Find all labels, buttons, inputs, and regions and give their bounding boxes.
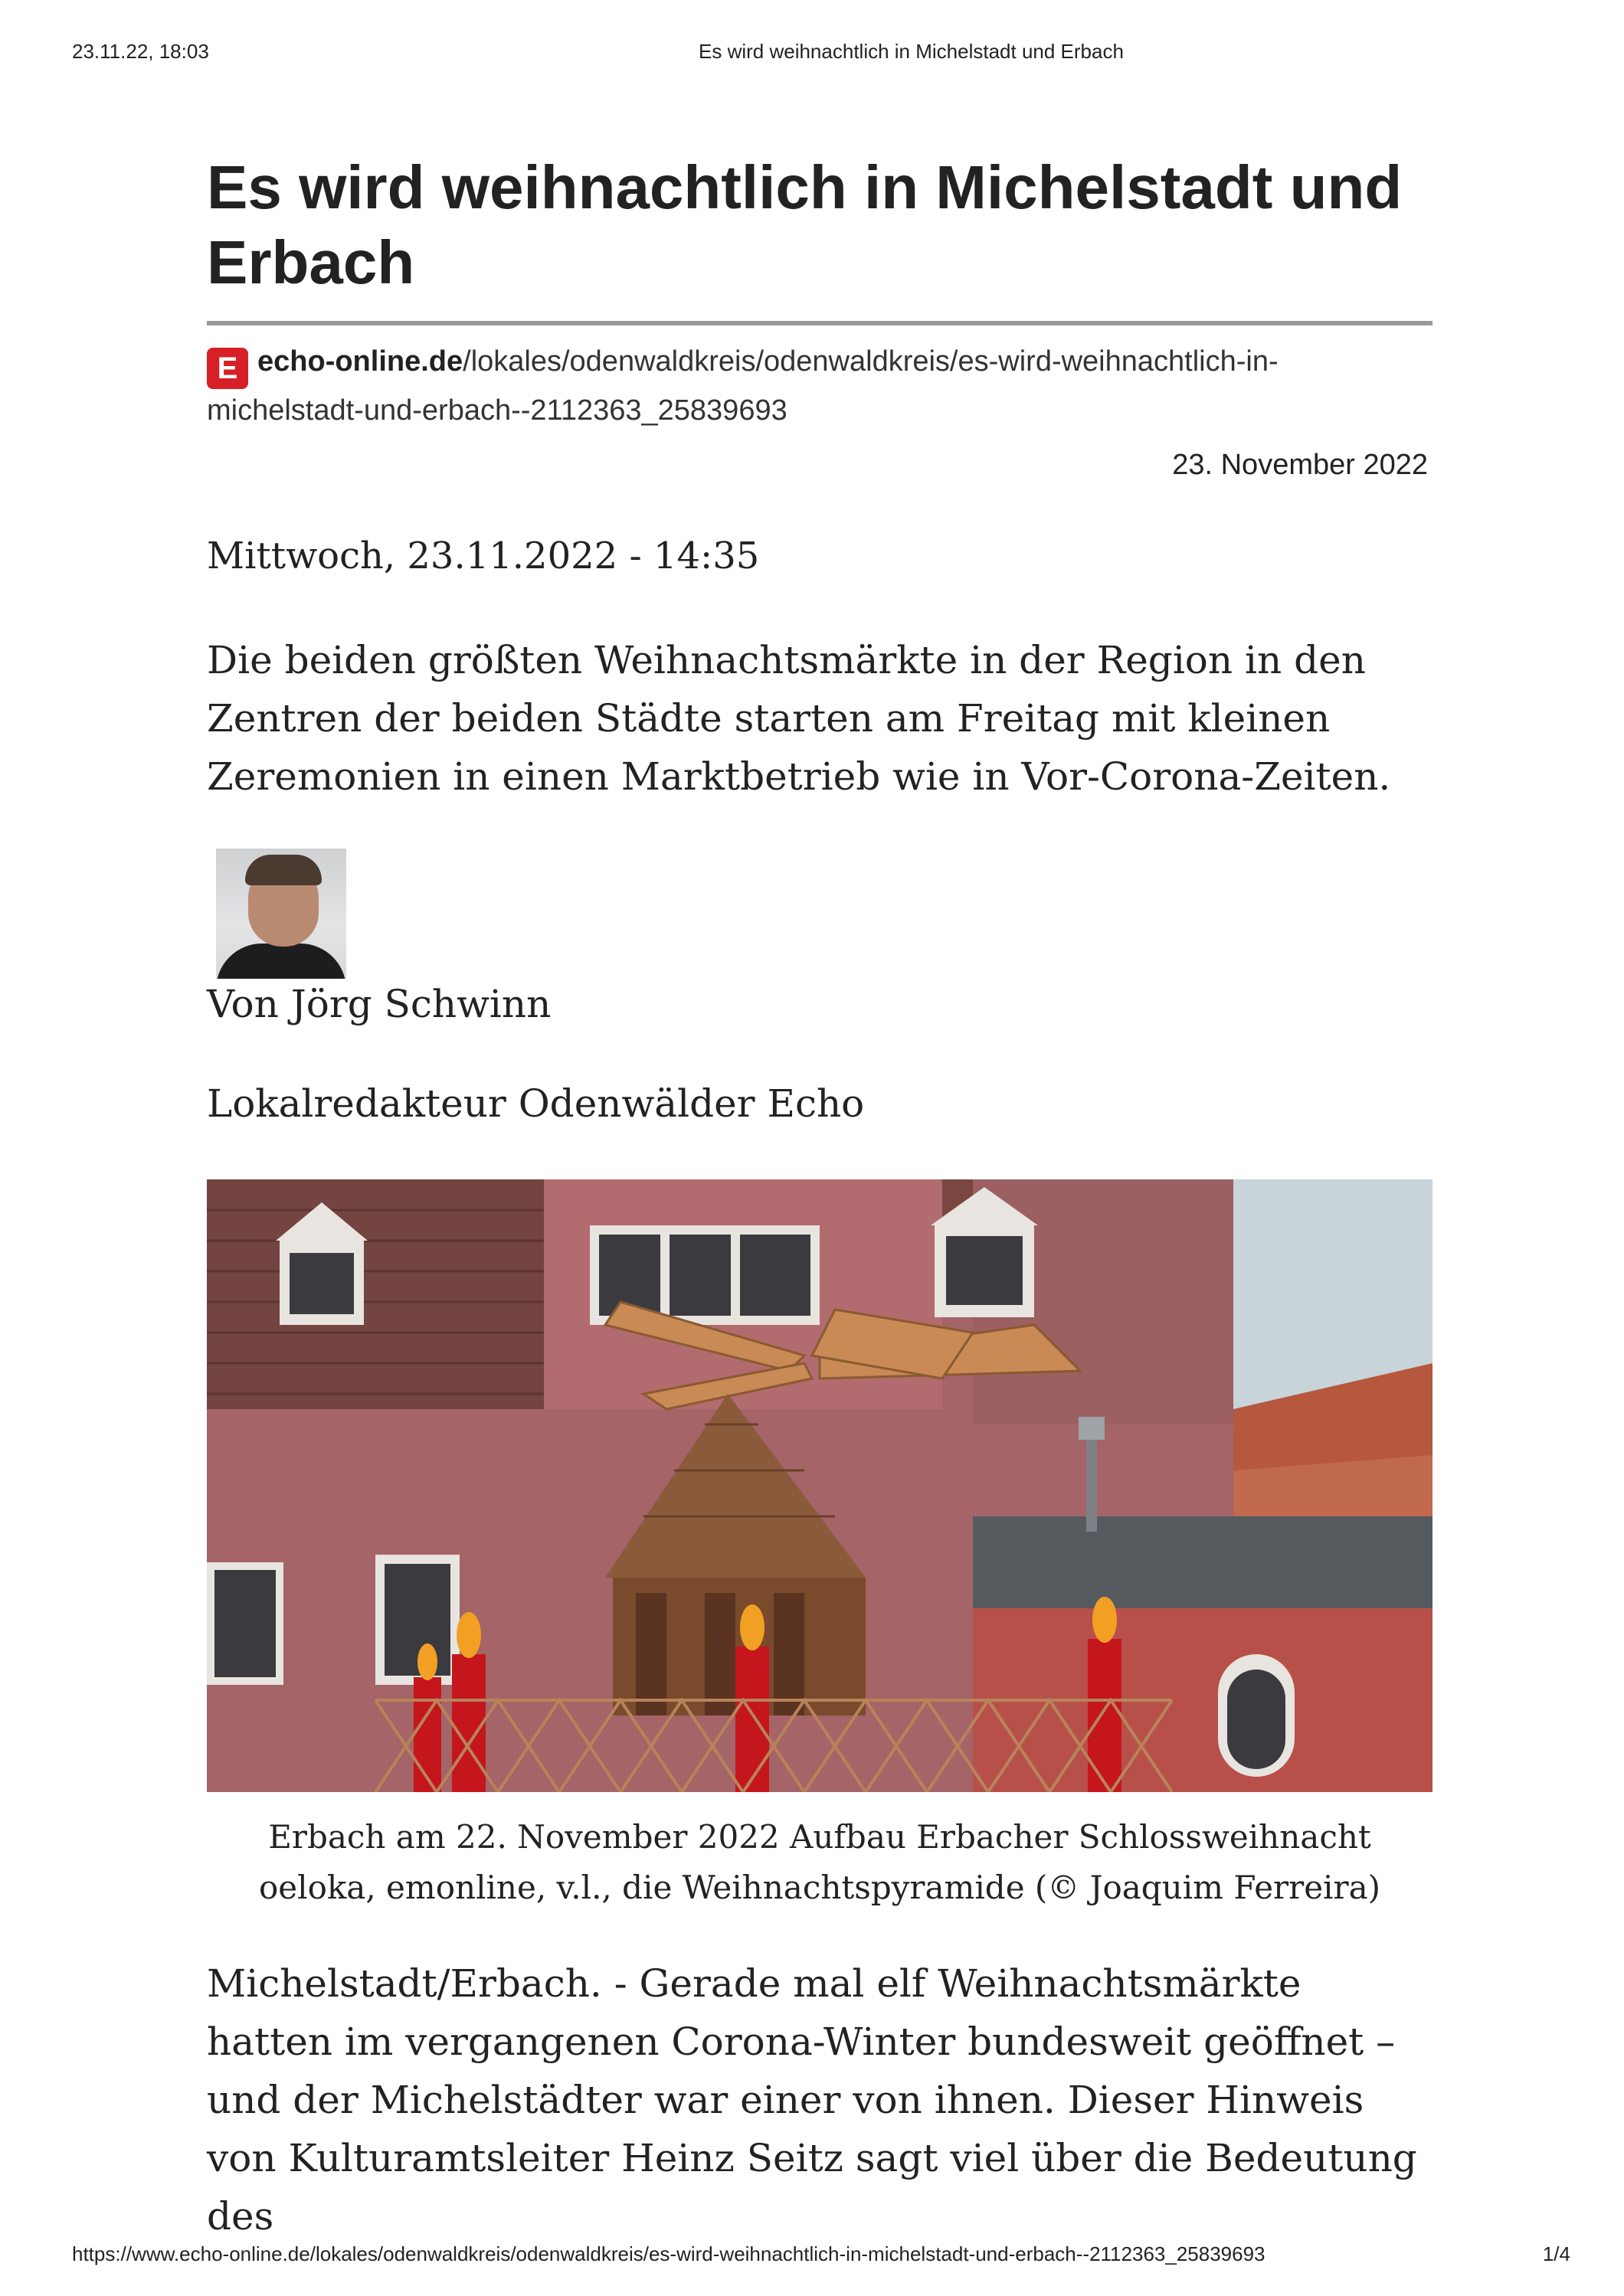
- print-title: Es wird weihnachtlich in Michelstadt und Erbach: [699, 40, 1124, 63]
- source-path[interactable]: /lokales/odenwaldkreis/odenwaldkreis/es-wird-weihnachtlich-in-michelstadt-und-erbach--2112363_25839693: [207, 345, 1279, 427]
- avatar-hair: [245, 855, 322, 885]
- article-lead: Die beiden größten Weihnachtsmärkte in der Region in den Zentren der beiden Städte starten am Freitag mit kleinen Zeremonien in einen Marktbetrieb wie in Vor-Corona-Zeiten.: [207, 638, 1391, 799]
- byline: Von Jörg Schwinn: [207, 982, 552, 1026]
- author-role: Lokalredakteur Odenwälder Echo: [207, 1081, 865, 1126]
- image-caption: Erbach am 22. November 2022 Aufbau Erbacher Schlossweihnacht oeloka, emonline, v.l., die Weihnachtspyramide (© Joaquim Ferreira): [259, 1818, 1380, 1906]
- article-date: 23. November 2022: [1172, 449, 1428, 481]
- echo-logo-icon: E: [207, 348, 248, 389]
- print-header: [0, 40, 1624, 67]
- print-timestamp: 23.11.22, 18:03: [72, 40, 209, 63]
- article-body: Michelstadt/Erbach. - Gerade mal elf Weihnachtsmärkte hatten im vergangenen Corona-Winter bundesweit geöffnet – und der Michelstädter war einer von ihnen. Dieser Hinweis von Kulturamtsleiter Heinz Seitz sagt viel über die Bedeutung des: [207, 1961, 1417, 2239]
- hero-image: [207, 1179, 1432, 1792]
- title-divider: [207, 321, 1432, 325]
- weihnachtspyramide-photo: [207, 1179, 1432, 1792]
- page-number: 1/4: [1542, 2242, 1570, 2265]
- author-avatar: [216, 849, 346, 979]
- print-url: https://www.echo-online.de/lokales/odenwaldkreis/odenwaldkreis/es-wird-weihnachtlich-in-michelstadt-und-erbach--2112363_25839693: [72, 2242, 1265, 2265]
- article-title: Es wird weihnachtlich in Michelstadt und Erbach: [207, 153, 1403, 296]
- print-footer: [0, 2242, 1624, 2270]
- source-link[interactable]: [207, 340, 1432, 432]
- source-domain[interactable]: echo-online.de: [257, 345, 463, 378]
- avatar-shirt: [216, 944, 346, 979]
- dateline: Mittwoch, 23.11.2022 - 14:35: [207, 535, 760, 577]
